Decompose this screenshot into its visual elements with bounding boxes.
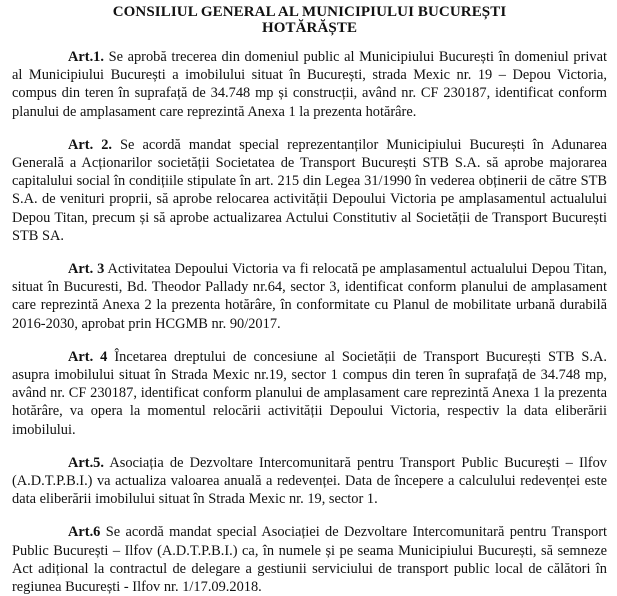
article-4: [12, 348, 607, 439]
article-2: [12, 136, 607, 245]
article-label: Art.6: [68, 524, 101, 541]
article-5: [12, 454, 607, 509]
article-label: Art.1.: [68, 49, 104, 65]
article-6: [12, 523, 607, 596]
article-3: [12, 260, 607, 333]
article-label: Art.5.: [68, 454, 104, 471]
institution-title: CONSILIUL GENERAL AL MUNICIPIULUI BUCUREȘTI: [112, 4, 507, 20]
article-text: Se aprobă trecerea din domeniul public al Municipiului București în domeniul privat al Municipiului București a imobilului situat în București, strada Mexic nr. 19 – Depou Victoria, compus din teren în suprafață de 34.748 mp și construcții, având nr. CF 230187, identificat conform planului de amplasament care reprezintă Anexa 1 la prezenta hotărâre.: [12, 49, 607, 120]
article-label: Art. 3: [68, 261, 105, 278]
article-text: Încetarea dreptului de concesiune al Societății de Transport București STB S.A. asupra imobilului situat în Strada Mexic nr.19, sector 1 compus din teren în suprafață de 34.748 mp, având nr. CF 230187, identificat conform planului de amplasament care reprezintă Anexa 1 la prezenta hotărâre, va opera la momentul relocării activității Depoului Victoria, respectiv la data eliberării imobilului.: [12, 348, 608, 438]
article-label: Art. 4: [68, 348, 108, 365]
article-text: Se acordă mandat special Asociației de Dezvoltare Intercomunitară pentru Transport Public București – Ilfov (A.D.T.P.B.I.) ca, în numele și pe seama Municipiului București, să semneze Act adițional la contractul de delegare a gestiunii serviciului de transport public local de călători în regiunea București - Ilfov nr. 1/17.09.2018.: [12, 524, 607, 596]
article-text: Activitatea Depoului Victoria va fi relocată pe amplasamentul actualului Depou Titan, situat în Bucuresti, Bd. Theodor Pallady nr.64, sector 3, identificat conform planului de amplasament care reprezintă Anexa 2 la prezenta hotărâre, în conformitate cu Planul de mobilitate urbană durabilă 2016-2030, aprobat prin HCGMB nr. 90/2017.: [12, 261, 607, 332]
document-type-title: HOTĂRĂȘTE: [261, 20, 358, 36]
article-label: Art. 2.: [68, 136, 112, 153]
article-1: [12, 48, 607, 121]
article-text: Asociația de Dezvoltare Intercomunitară pentru Transport Public București – Ilfov (A.D.T.P.B.I.) va actualiza valoarea anuală a redevenței. Data de începere a calculului redevenței este data eliberării imobilului situat în Strada Mexic nr. 19, sector 1.: [12, 454, 607, 508]
article-text: Se acordă mandat special reprezentanților Municipiului București în Adunarea Generală a Acționarilor societății Societatea de Transport București STB S.A. să aprobe majorarea capitalului social în condițiile stipulate în art. 215 din Legea 31/1990 în vederea obținerii de către STB S.A. de venituri proprii, să aprobe relocarea activității Depoului Victoria pe amplasamentul actualului Depou Titan, precum și să aprobe actualizarea Actului Constitutiv al Societății de Transport București STB SA.: [12, 136, 607, 244]
